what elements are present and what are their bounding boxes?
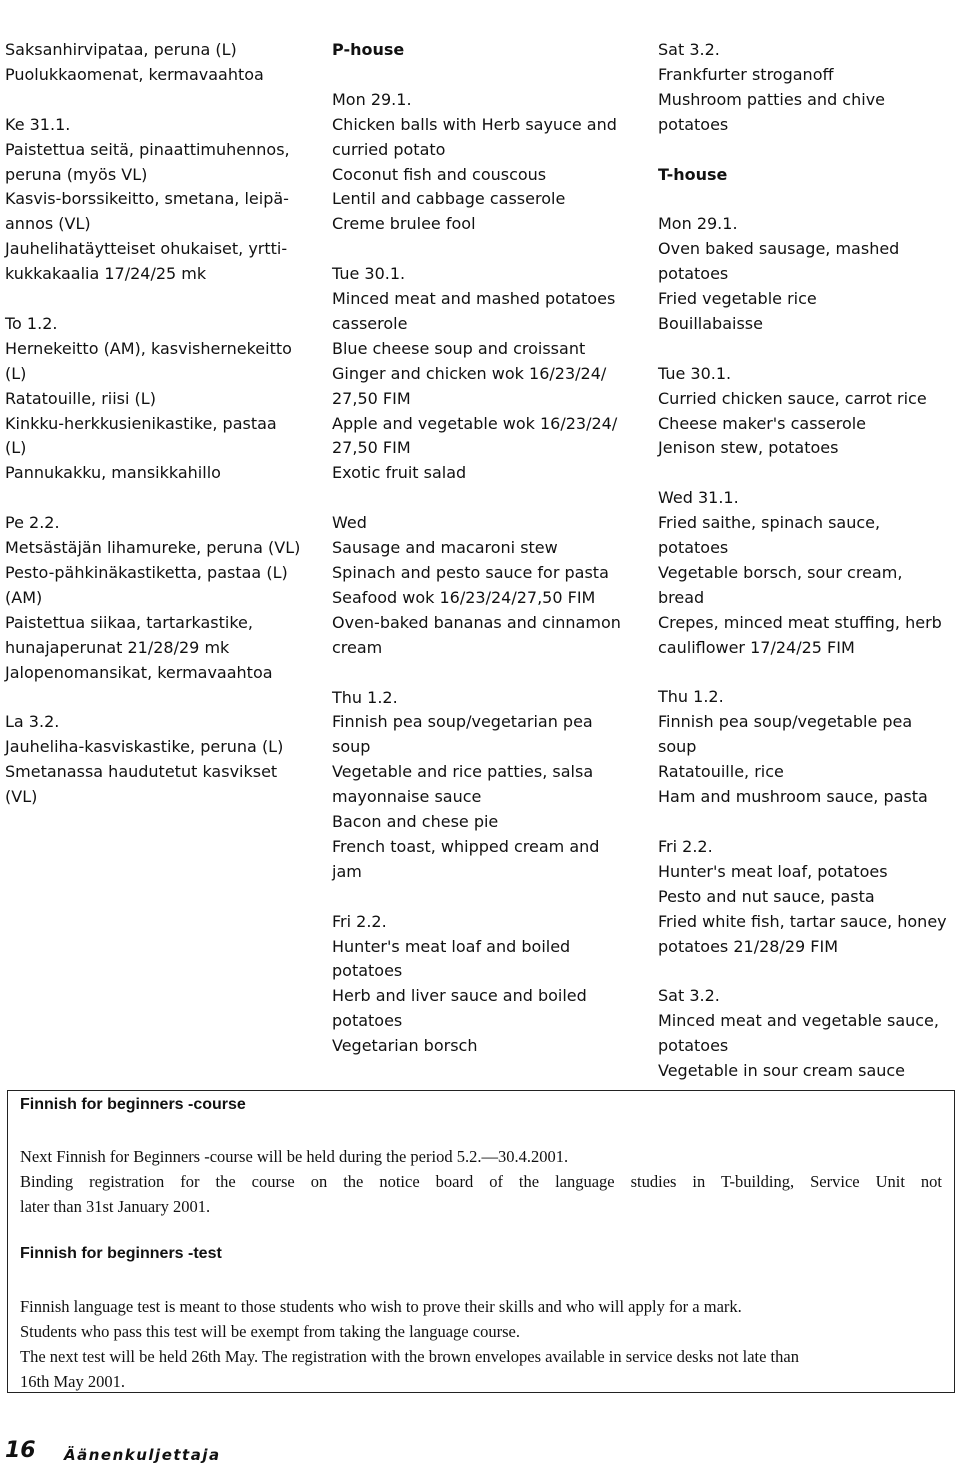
menu-item-line: Lentil and cabbage casserole [332, 189, 566, 209]
menu-day-label: To 1.2. [5, 313, 58, 333]
menu-item-line: Vegetable in sour cream sauce [658, 1061, 906, 1081]
test-heading: Finnish for beginners -test [20, 1245, 222, 1262]
menu-item-line: Paistettua seitä, pinaattimuhennos, [5, 139, 290, 159]
menu-item-line: Fried white fish, tartar sauce, honey [658, 911, 947, 931]
menu-day-block [5, 113, 307, 287]
menu-item-line: Ham and mushroom sauce, pasta [658, 787, 928, 807]
menu-day-label: Sat 3.2. [658, 986, 720, 1006]
page-number: 16 [5, 1438, 36, 1463]
test-text-line: Finnish language test is meant to those students who wish to prove their skills and who will apply for a mark. [20, 1297, 742, 1316]
menu-item-line: potatoes [658, 1036, 729, 1056]
menu-item-line: Vegetarian borsch [332, 1036, 478, 1056]
menu-item-line: Creme brulee fool [332, 214, 476, 234]
menu-day-block [332, 686, 634, 885]
menu-day-label: Ke 31.1. [5, 114, 71, 134]
menu-item-line: Curried chicken sauce, carrot rice [658, 388, 927, 408]
menu-item-line: Hunter's meat loaf and boiled [332, 936, 571, 956]
menu-item-line: Bacon and chese pie [332, 812, 499, 832]
menu-item-line: Metsästäjän lihamureke, peruna (VL) [5, 538, 301, 558]
menu-day-label: Mon 29.1. [332, 89, 412, 109]
menu-item-line: curried potato [332, 139, 446, 159]
menu-day-block [658, 38, 960, 138]
menu-item-line: Hunter's meat loaf, potatoes [658, 861, 888, 881]
menu-day-label: Fri 2.2. [658, 836, 713, 856]
menu-day-label: Thu 1.2. [332, 687, 398, 707]
menu-item-line: Minced meat and vegetable sauce, [658, 1011, 939, 1031]
menu-item-line: annos (VL) [5, 214, 91, 234]
menu-day-block [332, 262, 634, 486]
menu-item-line: potatoes [658, 264, 729, 284]
menu-item-line: hunajaperunat 21/28/29 mk [5, 637, 230, 657]
menu-column-finnish [5, 38, 307, 835]
menu-item-line: Herb and liver sauce and boiled [332, 986, 587, 1006]
menu-day-block [332, 910, 634, 1059]
menu-day-block [658, 835, 960, 960]
menu-item-line: mayonnaise sauce [332, 787, 482, 807]
menu-day-label: Fri 2.2. [332, 911, 387, 931]
menu-item-line: Finnish pea soup/vegetarian pea [332, 712, 593, 732]
menu-item-line: Ginger and chicken wok 16/23/24/ [332, 363, 607, 383]
restaurant-heading: P-house [332, 40, 405, 59]
course-text-line: later than 31st January 2001. [20, 1197, 211, 1216]
publication-title: Äänenkuljettaja [64, 1446, 221, 1464]
test-text-line: Students who pass this test will be exempt from taking the language course. [20, 1322, 520, 1341]
menu-item-line: Kinkku-herkkusienikastike, pastaa [5, 413, 277, 433]
menu-day-label: Saksanhirvipataa, peruna (L) [5, 40, 237, 59]
menu-item-line: (VL) [5, 787, 38, 807]
menu-item-line: Puolukkaomenat, kermavaahtoa [5, 64, 264, 84]
menu-day-label: Thu 1.2. [658, 687, 724, 707]
menu-item-line: Chicken balls with Herb sayuce and [332, 114, 617, 134]
menu-day-label: Pe 2.2. [5, 513, 60, 533]
test-text-line: 16th May 2001. [20, 1372, 125, 1391]
menu-item-line: Vegetable borsch, sour cream, [658, 562, 903, 582]
menu-item-line: potatoes [332, 1011, 403, 1031]
menu-day-label: Wed 31.1. [658, 488, 739, 508]
menu-item-line: jam [332, 861, 362, 881]
menu-item-line: Ratatouille, rice [658, 762, 784, 782]
course-text-line: Next Finnish for Beginners -course will be held during the period 5.2.—30.4.2001. [20, 1147, 569, 1166]
menu-item-line: potatoes [658, 114, 729, 134]
menu-item-line: Fried saithe, spinach sauce, [658, 513, 881, 533]
menu-item-line: Jauheliha-kasviskastike, peruna (L) [5, 737, 284, 757]
menu-item-line: Bouillabaisse [658, 313, 763, 333]
menu-item-line: Jalopenomansikat, kermavaahtoa [5, 662, 273, 682]
menu-day-block [5, 710, 307, 810]
menu-day-block [658, 685, 960, 810]
menu-column-p-house [332, 38, 634, 1084]
menu-day-label: Wed [332, 513, 367, 533]
menu-item-line: Crepes, minced meat stuffing, herb [658, 612, 942, 632]
test-text-line: The next test will be held 26th May. The registration with the brown envelopes available in service desks not late than [20, 1347, 799, 1366]
menu-item-line: cream [332, 637, 383, 657]
course-heading: Finnish for beginners -course [20, 1096, 246, 1113]
menu-item-line: Oven baked sausage, mashed [658, 239, 900, 259]
menu-item-line: Coconut fish and couscous [332, 164, 547, 184]
menu-item-line: Apple and vegetable wok 16/23/24/ [332, 413, 618, 433]
menu-item-line: (L) [5, 363, 27, 383]
menu-item-line: casserole [332, 313, 408, 333]
menu-day-block [5, 38, 307, 88]
menu-day-block [5, 511, 307, 685]
menu-item-line: Pesto and nut sauce, pasta [658, 886, 875, 906]
menu-item-line: Jauhelihatäytteiset ohukaiset, yrtti- [5, 239, 288, 259]
menu-item-line: Seafood wok 16/23/24/27,50 FIM [332, 587, 596, 607]
menu-item-line: Cheese maker's casserole [658, 413, 867, 433]
menu-item-line: Minced meat and mashed potatoes [332, 289, 616, 309]
menu-item-line: peruna (myös VL) [5, 164, 148, 184]
menu-item-line: 27,50 FIM [332, 438, 411, 458]
menu-day-label: Tue 30.1. [658, 363, 732, 383]
menu-item-line: French toast, whipped cream and [332, 836, 600, 856]
menu-item-line: Ratatouille, riisi (L) [5, 388, 156, 408]
menu-item-line: Smetanassa haudutetut kasvikset [5, 762, 278, 782]
menu-item-line: potatoes [658, 538, 729, 558]
menu-item-line: Oven-baked bananas and cinnamon [332, 612, 621, 632]
menu-day-label: Mon 29.1. [658, 214, 738, 234]
menu-column-t-house [658, 38, 960, 1109]
menu-day-block [658, 486, 960, 660]
menu-item-line: Vegetable and rice patties, salsa [332, 762, 594, 782]
menu-item-line: (AM) [5, 587, 43, 607]
finnish-course-notice-box [7, 1090, 955, 1393]
menu-day-label: Sat 3.2. [658, 40, 720, 59]
menu-day-label: La 3.2. [5, 712, 60, 732]
menu-item-line: Exotic fruit salad [332, 463, 467, 483]
menu-item-line: potatoes [332, 961, 403, 981]
menu-item-line: Mushroom patties and chive [658, 89, 885, 109]
course-text-line: Binding registration for the course on the notice board of the language studies in T-building, Service Unit not [20, 1172, 942, 1191]
test-text [20, 1294, 942, 1394]
menu-item-line: cauliflower 17/24/25 FIM [658, 637, 855, 657]
menu-item-line: Blue cheese soup and croissant [332, 338, 586, 358]
menu-item-line: Sausage and macaroni stew [332, 538, 558, 558]
menu-day-block [658, 984, 960, 1084]
menu-item-line: potatoes 21/28/29 FIM [658, 936, 839, 956]
menu-day-block [658, 362, 960, 462]
menu-item-line: kukkakaalia 17/24/25 mk [5, 264, 207, 284]
menu-day-block [332, 511, 634, 660]
menu-item-line: Frankfurter stroganoff [658, 64, 834, 84]
menu-item-line: Jenison stew, potatoes [658, 438, 839, 458]
menu-item-line: Fried vegetable rice [658, 289, 817, 309]
menu-item-line: Hernekeitto (AM), kasvishernekeitto [5, 338, 292, 358]
menu-item-line: Paistettua siikaa, tartarkastike, [5, 612, 253, 632]
menu-item-line: soup [332, 737, 371, 757]
course-text [20, 1144, 942, 1219]
menu-item-line: Finnish pea soup/vegetable pea [658, 712, 913, 732]
menu-day-label: Tue 30.1. [332, 264, 406, 284]
menu-item-line: Kasvis-borssikeitto, smetana, leipä- [5, 189, 289, 209]
menu-day-block [658, 212, 960, 337]
menu-item-line: bread [658, 587, 705, 607]
menu-item-line: Spinach and pesto sauce for pasta [332, 562, 609, 582]
menu-item-line: Pannukakku, mansikkahillo [5, 463, 221, 483]
menu-item-line: soup [658, 737, 697, 757]
menu-item-line: 27,50 FIM [332, 388, 411, 408]
menu-item-line: (L) [5, 438, 27, 458]
menu-day-block [5, 312, 307, 486]
menu-item-line: Pesto-pähkinäkastiketta, pastaa (L) [5, 562, 288, 582]
menu-day-block [332, 88, 634, 237]
menu-day-block [658, 163, 960, 188]
menu-day-block [332, 38, 634, 63]
restaurant-heading: T-house [658, 164, 728, 184]
